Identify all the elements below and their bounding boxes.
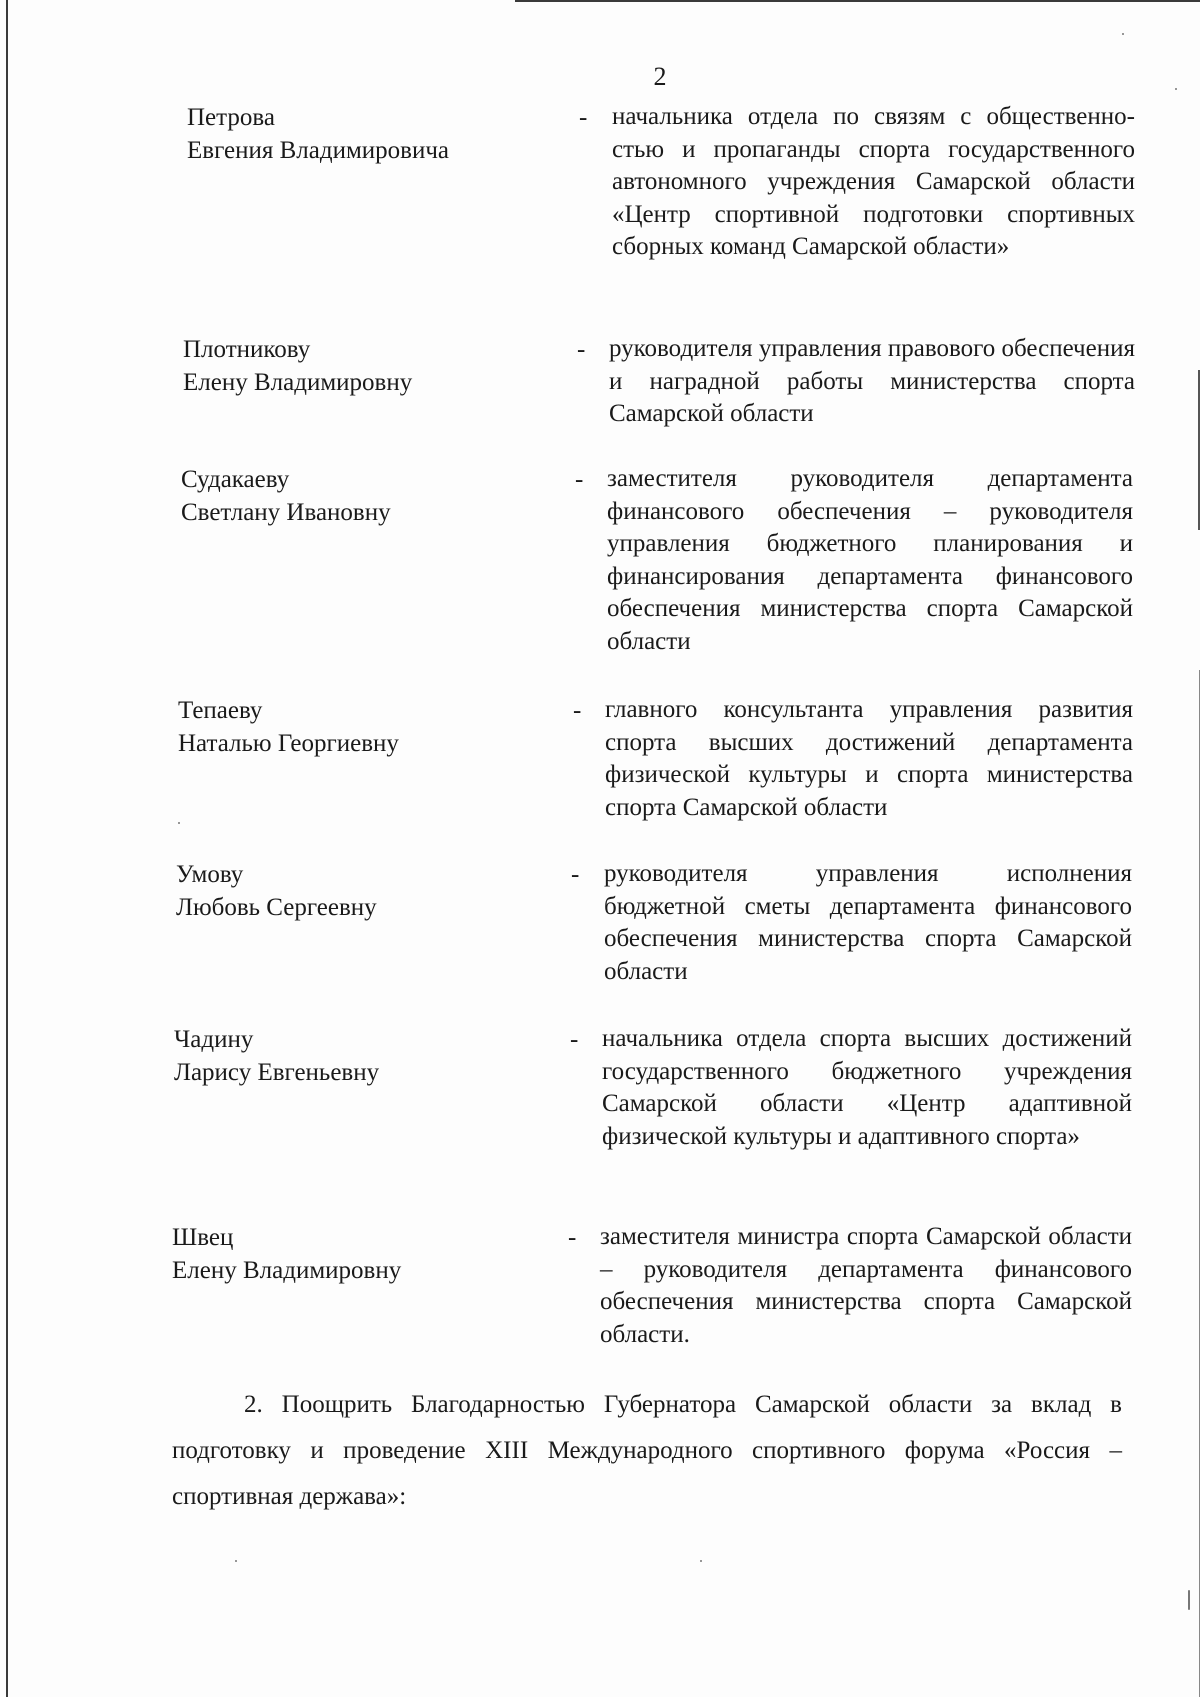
person-name [172,1221,552,1287]
list-dash: - [579,104,588,131]
scan-edge-top [515,0,1200,2]
list-item [187,101,1147,311]
position-description: начальника отдела по связям с общественностью и пропаганды спорта государственного автономного учреждения Самарской области «Центр спортивной подготовки спортивных сборных команд Самарской области» [612,103,1135,260]
position-description: заместителя министра спорта Самарской области – руководителя департамента финансового обеспечения министерства спорта Самарской области. [600,1223,1132,1348]
position-description: заместителя руководителя департамента финансового обеспечения – руководителя управления бюджетного планирования и финансирования департамента финансового обеспечения министерства спорта Самарской области [607,465,1133,655]
person-name [187,101,567,167]
scan-speck [1188,1590,1190,1610]
person-name [183,333,563,399]
position-description: начальника отдела спорта высших достижений государственного бюджетного учреждения Самарской области «Центр адаптивной физической культуры и адаптивного спорта» [602,1025,1132,1150]
list-dash: - [573,697,582,724]
person-given-names: Любовь Сергеевну [176,894,377,921]
position-description: главного консультанта управления развития спорта высших достижений департамента физической культуры и спорта министерства спорта Самарской области [605,696,1133,821]
person-given-names: Наталью Георгиевну [178,730,399,757]
paragraph-2 [172,1382,1122,1520]
person-surname: Умову [176,861,244,888]
person-given-names: Елену Владимировну [172,1257,402,1284]
person-given-names: Светлану Ивановну [181,499,391,526]
page-number: 2 [653,62,667,91]
scan-speck [700,1560,702,1562]
position-description: руководителя управления исполнения бюджетной сметы департамента финансового обеспечения министерства спорта Самарской области [604,860,1132,985]
list-dash: - [577,336,586,363]
person-given-names: Евгения Владимировича [187,137,449,164]
person-surname: Тепаеву [178,697,263,724]
list-dash: - [568,1224,577,1251]
person-surname: Судакаеву [181,466,290,493]
person-name [174,1023,554,1089]
scan-edge-left [6,0,8,1697]
list-dash: - [571,861,580,888]
person-name [178,694,558,760]
person-name [176,858,556,924]
scan-speck [1122,33,1124,35]
person-surname: Чадину [174,1026,254,1053]
list-item [181,463,1141,673]
person-surname: Петрова [187,104,275,131]
list-item [174,1023,1134,1233]
person-given-names: Елену Владимировну [183,369,413,396]
person-name [181,463,561,529]
list-dash: - [575,466,584,493]
paragraph-text: 2. Поощрить Благодарностью Губернатора Самарской области за вклад в подготовку и проведение XIII Международного спортивного форума «Россия – спортивная держава»: [172,1391,1122,1510]
person-surname: Швец [172,1224,234,1251]
scan-speck [1175,88,1177,90]
position-description: руководителя управления правового обеспечения и наградной работы министерства спорта Самарской области [609,335,1135,427]
list-dash: - [570,1026,579,1053]
person-given-names: Ларису Евгеньевну [174,1059,380,1086]
person-surname: Плотникову [183,336,311,363]
scan-speck [235,1560,237,1562]
